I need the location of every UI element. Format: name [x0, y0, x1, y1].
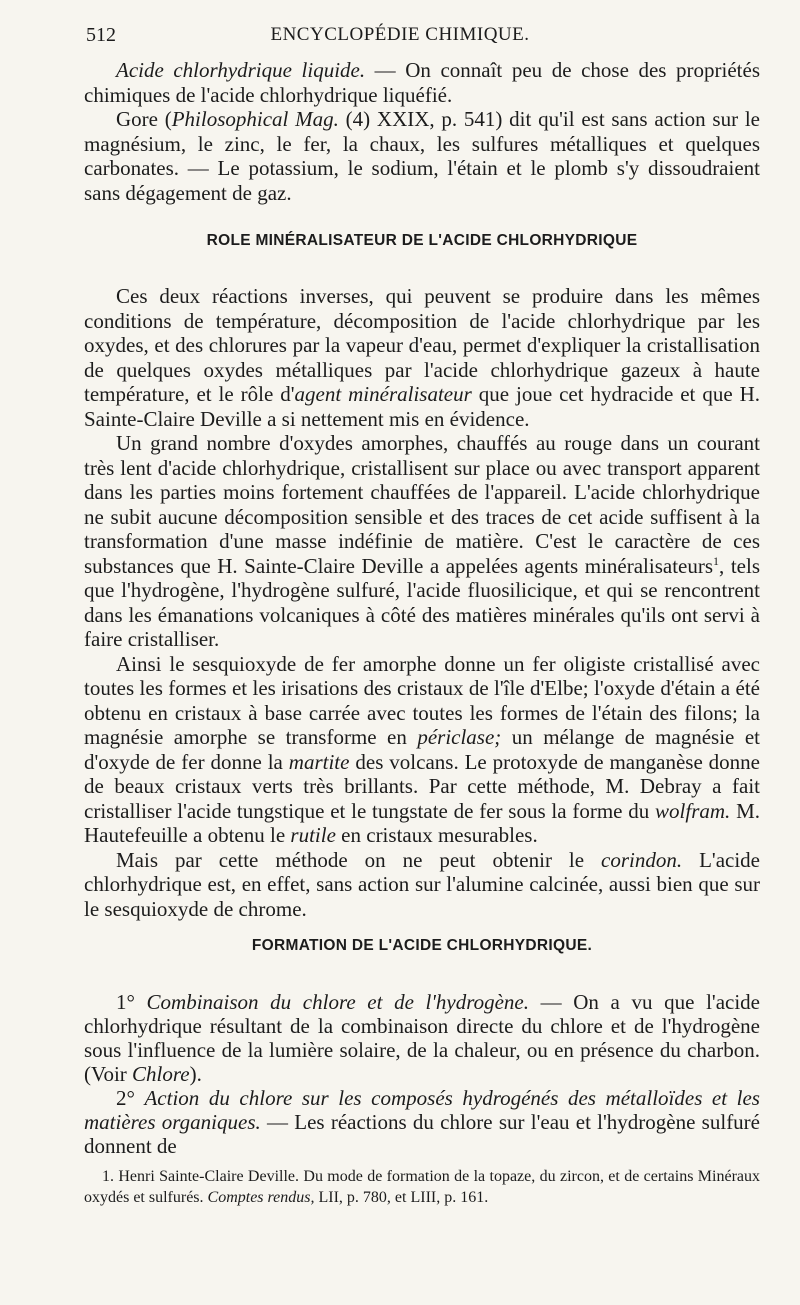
- text-run: Ces deux réactions inverses, qui peuvent se produire dans les mêmes conditions de température, décomposition de l'acide chlorhydrique par les oxydes, et des chlorures par la vapeur d'eau, permet d'expliquer la cristallisation de quelques oxydes métalliques par l'acide chlorhydrique gazeux à haute température, et le rôle d': [84, 284, 760, 406]
- text-run: un mélange de magnésie et d'oxyde de fer donne la: [84, 725, 760, 774]
- section-heading-mineralizing-role: ROLE MINÉRALISATEUR DE L'ACIDE CHLORHYDRIQUE: [206, 232, 638, 249]
- italic-run: périclase;: [417, 725, 502, 749]
- italic-run: Philosophical Mag.: [171, 107, 339, 131]
- italic-run: Comptes rendus,: [207, 1189, 315, 1206]
- italic-run: wolfram.: [655, 798, 731, 823]
- italic-run: agent minéralisateur: [294, 382, 472, 406]
- header-title: ENCYCLOPÉDIE CHIMIQUE.: [270, 24, 530, 45]
- text-run: — Les réactions du chlore sur l'eau et l'hydrogène sulfuré donnent de: [84, 1110, 760, 1158]
- italic-run: Chlore: [132, 1062, 190, 1086]
- italic-run: corindon.: [601, 847, 683, 872]
- italic-run: Acide chlorhydrique liquide.: [116, 58, 366, 82]
- text-run: 1. Henri Sainte-Claire Deville. Du mode de formation de la topaze, du zircon, et de certains Minéraux oxydés et sulfurés.: [84, 1168, 760, 1206]
- text-run: Ainsi le sesquioxyde de fer amorphe donne un fer oligiste cristallisé avec toutes les formes et les irisations des cristaux de l'île d'Elbe; l'oxyde d'étain a été obtenu en cristaux à base carrée avec toutes les formes de l'étain des filons; la magnésie amorphe se transforme en: [84, 651, 760, 749]
- text-run: M. Hautefeuille a obtenu le: [84, 798, 760, 847]
- text-run: Un grand nombre d'oxydes amorphes, chauffés au rouge dans un courant très lent d'acide chlorhydrique, cristallisent sur place ou avec transport apparent dans les parties moins fortement chauffées de l'appareil. L'acide chlorhydrique ne subit aucune décomposition sensible et des traces de cet acide suffisent à la transformation d'une masse indéfinie de matière. C'est le caractère de ces substances que H. Sainte-Claire Deville a appelées agents minéralisateurs: [84, 431, 760, 578]
- paragraph-inverse-reactions: [84, 284, 760, 431]
- italic-run: martite: [288, 749, 350, 774]
- paragraph-combination: [84, 990, 760, 1086]
- text-run: Mais par cette méthode on ne peut obtenir le: [116, 847, 602, 872]
- footnote: [84, 1166, 760, 1208]
- text-run: Gore (: [116, 107, 172, 131]
- text-run: L'acide chlorhydrique est, en effet, sans action sur l'alumine calcinée, aussi bien que sur le sesquioxyde de chrome.: [84, 847, 760, 921]
- italic-run: rutile: [290, 823, 336, 847]
- paragraph-examples: [84, 652, 760, 848]
- footnote-block: [84, 1166, 760, 1208]
- paragraph-chlorine-action: [84, 1086, 760, 1158]
- text-run: 2°: [116, 1086, 145, 1110]
- text-run: — On a vu que l'acide chlorhydrique résultant de la combinaison directe du chlore et de l'hydrogène sous l'influence de la lumière solaire, de la chaleur, ou en présence du charbon. (Voir: [84, 990, 760, 1086]
- paragraph-liquid-acid: [84, 58, 760, 107]
- text-run: (4) XXIX, p. 541) dit qu'il est sans action sur le magnésium, le zinc, le fer, la chaux, les sulfures métalliques et quelques carbonates. — Le potassium, le sodium, l'étain et le plomb s'y dissoudraient sans dégagement de gaz.: [84, 107, 760, 205]
- page-number: 512: [86, 24, 116, 46]
- paragraph-amorphous-oxides: [84, 431, 760, 652]
- text-run: ).: [189, 1062, 202, 1086]
- paragraph-gore: [84, 107, 760, 205]
- text-run: que joue cet hydracide et que H. Sainte-Claire Deville a si nettement mis en évidence.: [84, 382, 761, 431]
- text-run: des volcans. Le protoxyde de manganèse donne de beaux cristaux verts très brillants. Par cette méthode, M. Debray a fait cristalliser l'acide tungstique et le tungstate de fer sous la forme du: [84, 749, 760, 823]
- text-run: en cristaux mesurables.: [335, 823, 538, 847]
- section-heading-formation: FORMATION DE L'ACIDE CHLORHYDRIQUE.: [251, 937, 593, 954]
- text-run: LII, p. 780, et LIII, p. 161.: [314, 1189, 489, 1206]
- opening-block: [84, 58, 760, 205]
- text-run: 1°: [116, 990, 147, 1014]
- footnote-marker: 1: [713, 553, 720, 568]
- mineralizing-section: [84, 284, 760, 921]
- paragraph-corindon: [84, 848, 760, 922]
- text-run: , tels que l'hydrogène, l'hydrogène sulfuré, l'acide fluosilicique, et qui se rencontrent dans les émanations volcaniques à côté des matières minérales qu'ils ont servi à faire cristalliser.: [84, 553, 761, 651]
- italic-run: Action du chlore sur les composés hydrogénés des métalloïdes et les matières organiques.: [84, 1086, 760, 1134]
- text-run: — On connaît peu de chose des propriétés chimiques de l'acide chlorhydrique liquéfié.: [84, 58, 760, 107]
- running-head: [0, 24, 800, 50]
- formation-section: [84, 990, 760, 1158]
- italic-run: Combinaison du chlore et de l'hydrogène.: [146, 990, 529, 1014]
